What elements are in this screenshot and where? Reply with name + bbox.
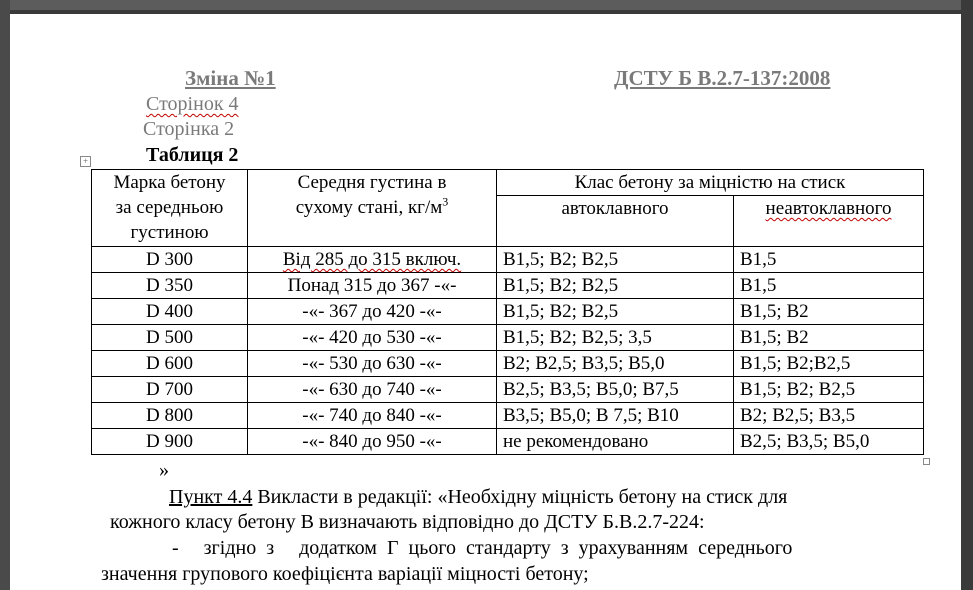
header-grade-line: Марка бетону [113, 172, 226, 193]
cell-autoclave: B1,5; B2; B2,5 [497, 247, 734, 273]
cell-autoclave: B2,5; B3,5; B5,0; B7,5 [497, 377, 734, 403]
cell-autoclave: B2; B2,5; B3,5; B5,0 [497, 351, 734, 377]
cell-density: -«- 630 до 740 -«- [248, 377, 497, 403]
cell-grade: D 600 [92, 351, 248, 377]
header-density-unit: сухому стані, кг/м [295, 197, 443, 218]
paragraph-line-1-text: Викласти в редакції: «Необхідну міцність бетону на стиск для [252, 486, 788, 508]
header-class: Клас бетону за міцністю на стиск [497, 170, 924, 196]
table-row [92, 429, 924, 455]
cell-grade: D 500 [92, 325, 248, 351]
cell-non-autoclave: B1,5; B2; B2,5 [734, 377, 924, 403]
cell-grade: D 350 [92, 273, 248, 299]
amendment-heading: Зміна №1 [185, 66, 276, 90]
table-header-row [92, 170, 924, 196]
cell-non-autoclave: B1,5 [734, 247, 924, 273]
cell-non-autoclave: B1,5 [734, 273, 924, 299]
header-non-autoclave-text: неавтоклавного [765, 198, 892, 219]
header-density-line [248, 195, 496, 220]
cell-density: -«- 367 до 420 -«- [248, 299, 497, 325]
cell-non-autoclave: B1,5; B2;B2,5 [734, 351, 924, 377]
cell-density: -«- 740 до 840 -«- [248, 403, 497, 429]
pages-word: Сторінок 4 [146, 93, 239, 115]
closing-quote: » [159, 459, 169, 481]
page-number-line: Сторінка 2 [143, 118, 235, 140]
table-row [92, 377, 924, 403]
cell-density: Понад 315 до 367 -«- [248, 273, 497, 299]
cell-autoclave: не рекомендовано [497, 429, 734, 455]
cell-density: -«- 420 до 530 -«- [248, 325, 497, 351]
table-resize-handle[interactable] [923, 458, 930, 465]
paragraph-line-2: кожного класу бетону В визначають відповідно до ДСТУ Б.В.2.7-224: [110, 511, 705, 533]
window-right-border [961, 0, 973, 590]
header-density-line: Середня густина в [297, 172, 447, 193]
table-row [92, 325, 924, 351]
table-row [92, 273, 924, 299]
cell-autoclave: B1,5; B2; B2,5; 3,5 [497, 325, 734, 351]
table-move-handle-icon[interactable]: + [80, 156, 91, 167]
cell-autoclave: B1,5; B2; B2,5 [497, 299, 734, 325]
cell-grade: D 400 [92, 299, 248, 325]
item-label: Пункт 4.4 [169, 486, 253, 508]
header-grade [92, 170, 248, 247]
cell-grade: D 800 [92, 403, 248, 429]
cell-non-autoclave: B2; B2,5; B3,5 [734, 403, 924, 429]
cell-density [248, 247, 497, 273]
table-row [92, 403, 924, 429]
paragraph-line-4: значення групового коефіцієнта варіації міцності бетону; [101, 563, 589, 585]
window-left-border [0, 0, 10, 590]
cell-density: -«- 840 до 950 -«- [248, 429, 497, 455]
paragraph-line-1 [169, 486, 787, 509]
cell-non-autoclave: B2,5; B3,5; B5,0 [734, 429, 924, 455]
cell-grade: D 900 [92, 429, 248, 455]
cell-density: -«- 530 до 630 -«- [248, 351, 497, 377]
cell-non-autoclave: B1,5; B2 [734, 299, 924, 325]
pages-count-line [146, 93, 239, 116]
header-autoclave: автоклавного [497, 196, 734, 247]
standard-heading: ДСТУ Б В.2.7-137:2008 [614, 66, 831, 90]
header-density-sup: 3 [442, 194, 449, 209]
header-grade-line: за середньою [115, 197, 224, 218]
header-non-autoclave [734, 196, 924, 247]
table-row [92, 247, 924, 273]
table-row [92, 351, 924, 377]
header-grade-line: густиною [130, 222, 209, 243]
window-top-border [0, 0, 973, 14]
document-page [10, 14, 961, 590]
concrete-class-table [91, 169, 924, 455]
header-density [248, 170, 497, 247]
cell-grade: D 300 [92, 247, 248, 273]
table-title: Таблиця 2 [146, 144, 239, 166]
table-row [92, 299, 924, 325]
paragraph-line-3: - згідно з додатком Г цього стандарту з урахуванням середнього [172, 537, 793, 559]
cell-non-autoclave: B1,5; B2 [734, 325, 924, 351]
cell-grade: D 700 [92, 377, 248, 403]
cell-autoclave: B3,5; B5,0; B 7,5; B10 [497, 403, 734, 429]
cell-density-text: Від 285 до 315 включ. [282, 249, 462, 270]
cell-autoclave: B1,5; B2; B2,5 [497, 273, 734, 299]
